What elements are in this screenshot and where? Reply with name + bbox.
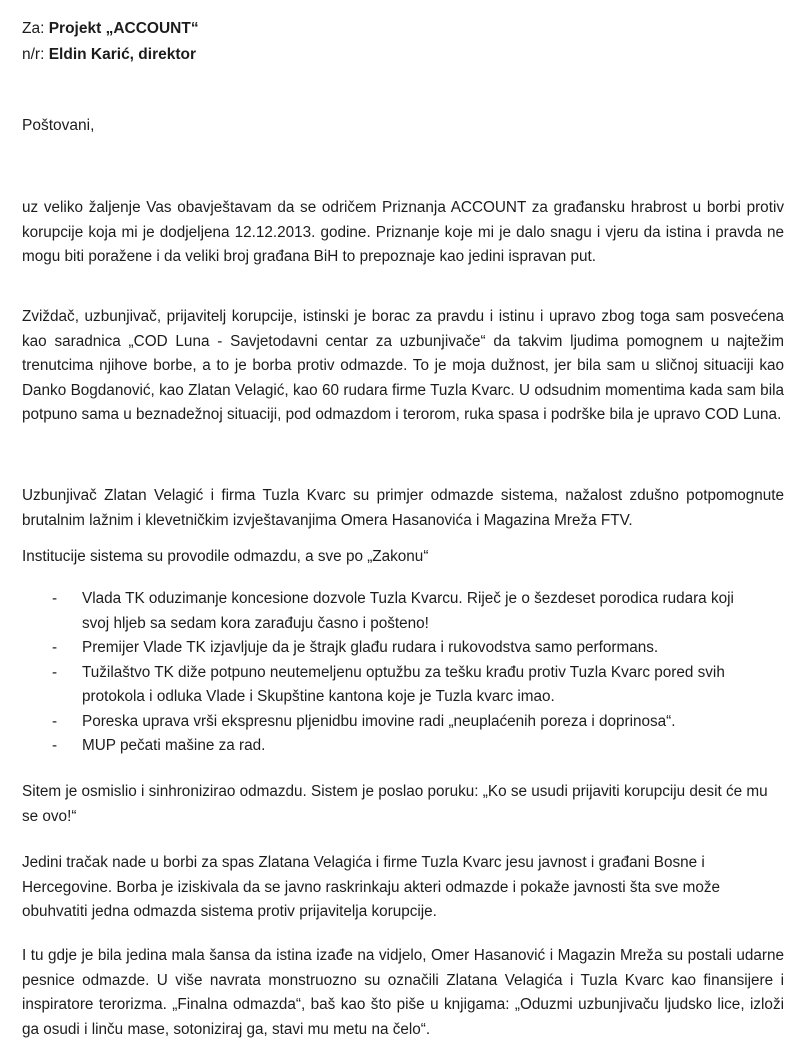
letter-address-block [22, 16, 199, 68]
paragraph-public-hope: Jedini tračak nade u borbi za spas Zlatana Velagića i firme Tuzla Kvarc jesu javnost i građani Bosne i Hercegovine. Borba je iziskivala da se javno raskrinkaju akteri odmazde i pokaže javnosti šta sve može obuhvatiti jedna odmazda sistema protiv prijavitelja korupcije. [22, 854, 721, 920]
bullet-marker: - [52, 712, 58, 730]
bullet-marker: - [52, 590, 58, 607]
list-item-text: MUP pečati mašine za rad. [82, 737, 266, 754]
recipient-prefix: Za: [22, 20, 45, 37]
paragraph-institutions: Institucije sistema su provodile odmazdu, a sve po „Zakonu“ [22, 548, 429, 565]
paragraph-renouncement: uz veliko žaljenje Vas obavještavam da se odričem Priznanja ACCOUNT za građansku hrabrost u borbi protiv korupcije koja mi je dodjeljena 12.12.2013. godine. Priznanje koje mi je dalo snagu i vjeru da istina i pravda ne mogu biti poražene i da veliki broj građana BiH to prepoznaje kao jedini ispravan put. [22, 199, 784, 265]
paragraph-final-retaliation: I tu gdje je bila jedina mala šansa da istina izađe na vidjelo, Omer Hasanović i Magazin Mreža su postali udarne pesnice odmazde. U više navrata monstruozno su označili Zlatana Velagića i Tuzla Kvarc kao finansijere i inspiratore terorizma. „Finalna odmazda“, baš kao što piše u knjigama: „Oduzmi uzbunjivaču ljudsko lice, izloži ga osudi i linču mase, sotoniziraj ga, stavi mu metu na čelo“. [22, 947, 784, 1038]
list-item-text: Vlada TK oduzimanje koncesione dozvole Tuzla Kvarcu. Riječ je o šezdeset porodica rudara koji svoj hljeb sa sedam kora zarađuju časno i pošteno! [82, 590, 734, 632]
bullet-marker: - [52, 737, 58, 754]
list-item [52, 636, 752, 661]
bullet-marker: - [52, 639, 58, 656]
paragraph-retaliation: Uzbunjivač Zlatan Velagić i firma Tuzla Kvarc su primjer odmazde sistema, nažalost zdušno potpomognute brutalnim lažnim i klevetničkim izvještavanjima Omera Hasanovića i Magazina Mreža FTV. [22, 487, 784, 529]
paragraph-whistleblower: Zviždač, uzbunjivač, prijavitelj korupcije, istinski je borac za pravdu i istinu i upravo zbog toga sam posvećena kao saradnica „COD Luna - Savjetodavni centar za uzbunjivače“ da takvim ljudima pomognem u najtežim trenutcima njihove borbe, a to je borba protiv odmazde. To je moja dužnost, jer bila sam u sličnoj situaciji kao Danko Bogdanović, kao Zlatan Velagić, kao 60 rudara firme Tuzla Kvarc. U odsudnim momentima kada sam bila potpuno sama u beznadežnoj situaciji, pod odmazdom i terorom, ruka spasa i podrške bila je upravo COD Luna. [22, 308, 784, 423]
list-item [52, 734, 752, 759]
list-item-text: Premijer Vlade TK izjavljuje da je štrajk glađu rudara i rukovodstva samo performans. [82, 639, 659, 656]
recipient-line [22, 16, 199, 42]
institutions-list [52, 587, 752, 759]
list-item [52, 587, 752, 636]
letter-greeting: Poštovani, [22, 117, 95, 134]
recipient-name: Projekt „ACCOUNT“ [48, 20, 199, 37]
list-item-text: Tužilaštvo TK diže potpuno neutemeljenu optužbu za tešku krađu protiv Tuzla Kvarc pored svih protokola i odluka Vlade i Skupštine kantona koje je Tuzla kvarc imao. [82, 663, 725, 705]
attention-line [22, 42, 199, 68]
bullet-marker: - [52, 663, 58, 681]
attention-name: Eldin Karić, direktor [48, 46, 197, 63]
attention-prefix: n/r: [22, 46, 45, 63]
list-item-text: Poreska uprava vrši ekspresnu pljenidbu imovine radi „neuplaćenih poreza i doprinosa“. [82, 712, 676, 730]
list-item [52, 710, 752, 735]
list-item [52, 661, 752, 710]
paragraph-system-message: Sitem je osmislio i sinhronizirao odmazdu. Sistem je poslao poruku: „Ko se usudi prijaviti korupciju desit će mu se ovo!“ [22, 783, 768, 825]
